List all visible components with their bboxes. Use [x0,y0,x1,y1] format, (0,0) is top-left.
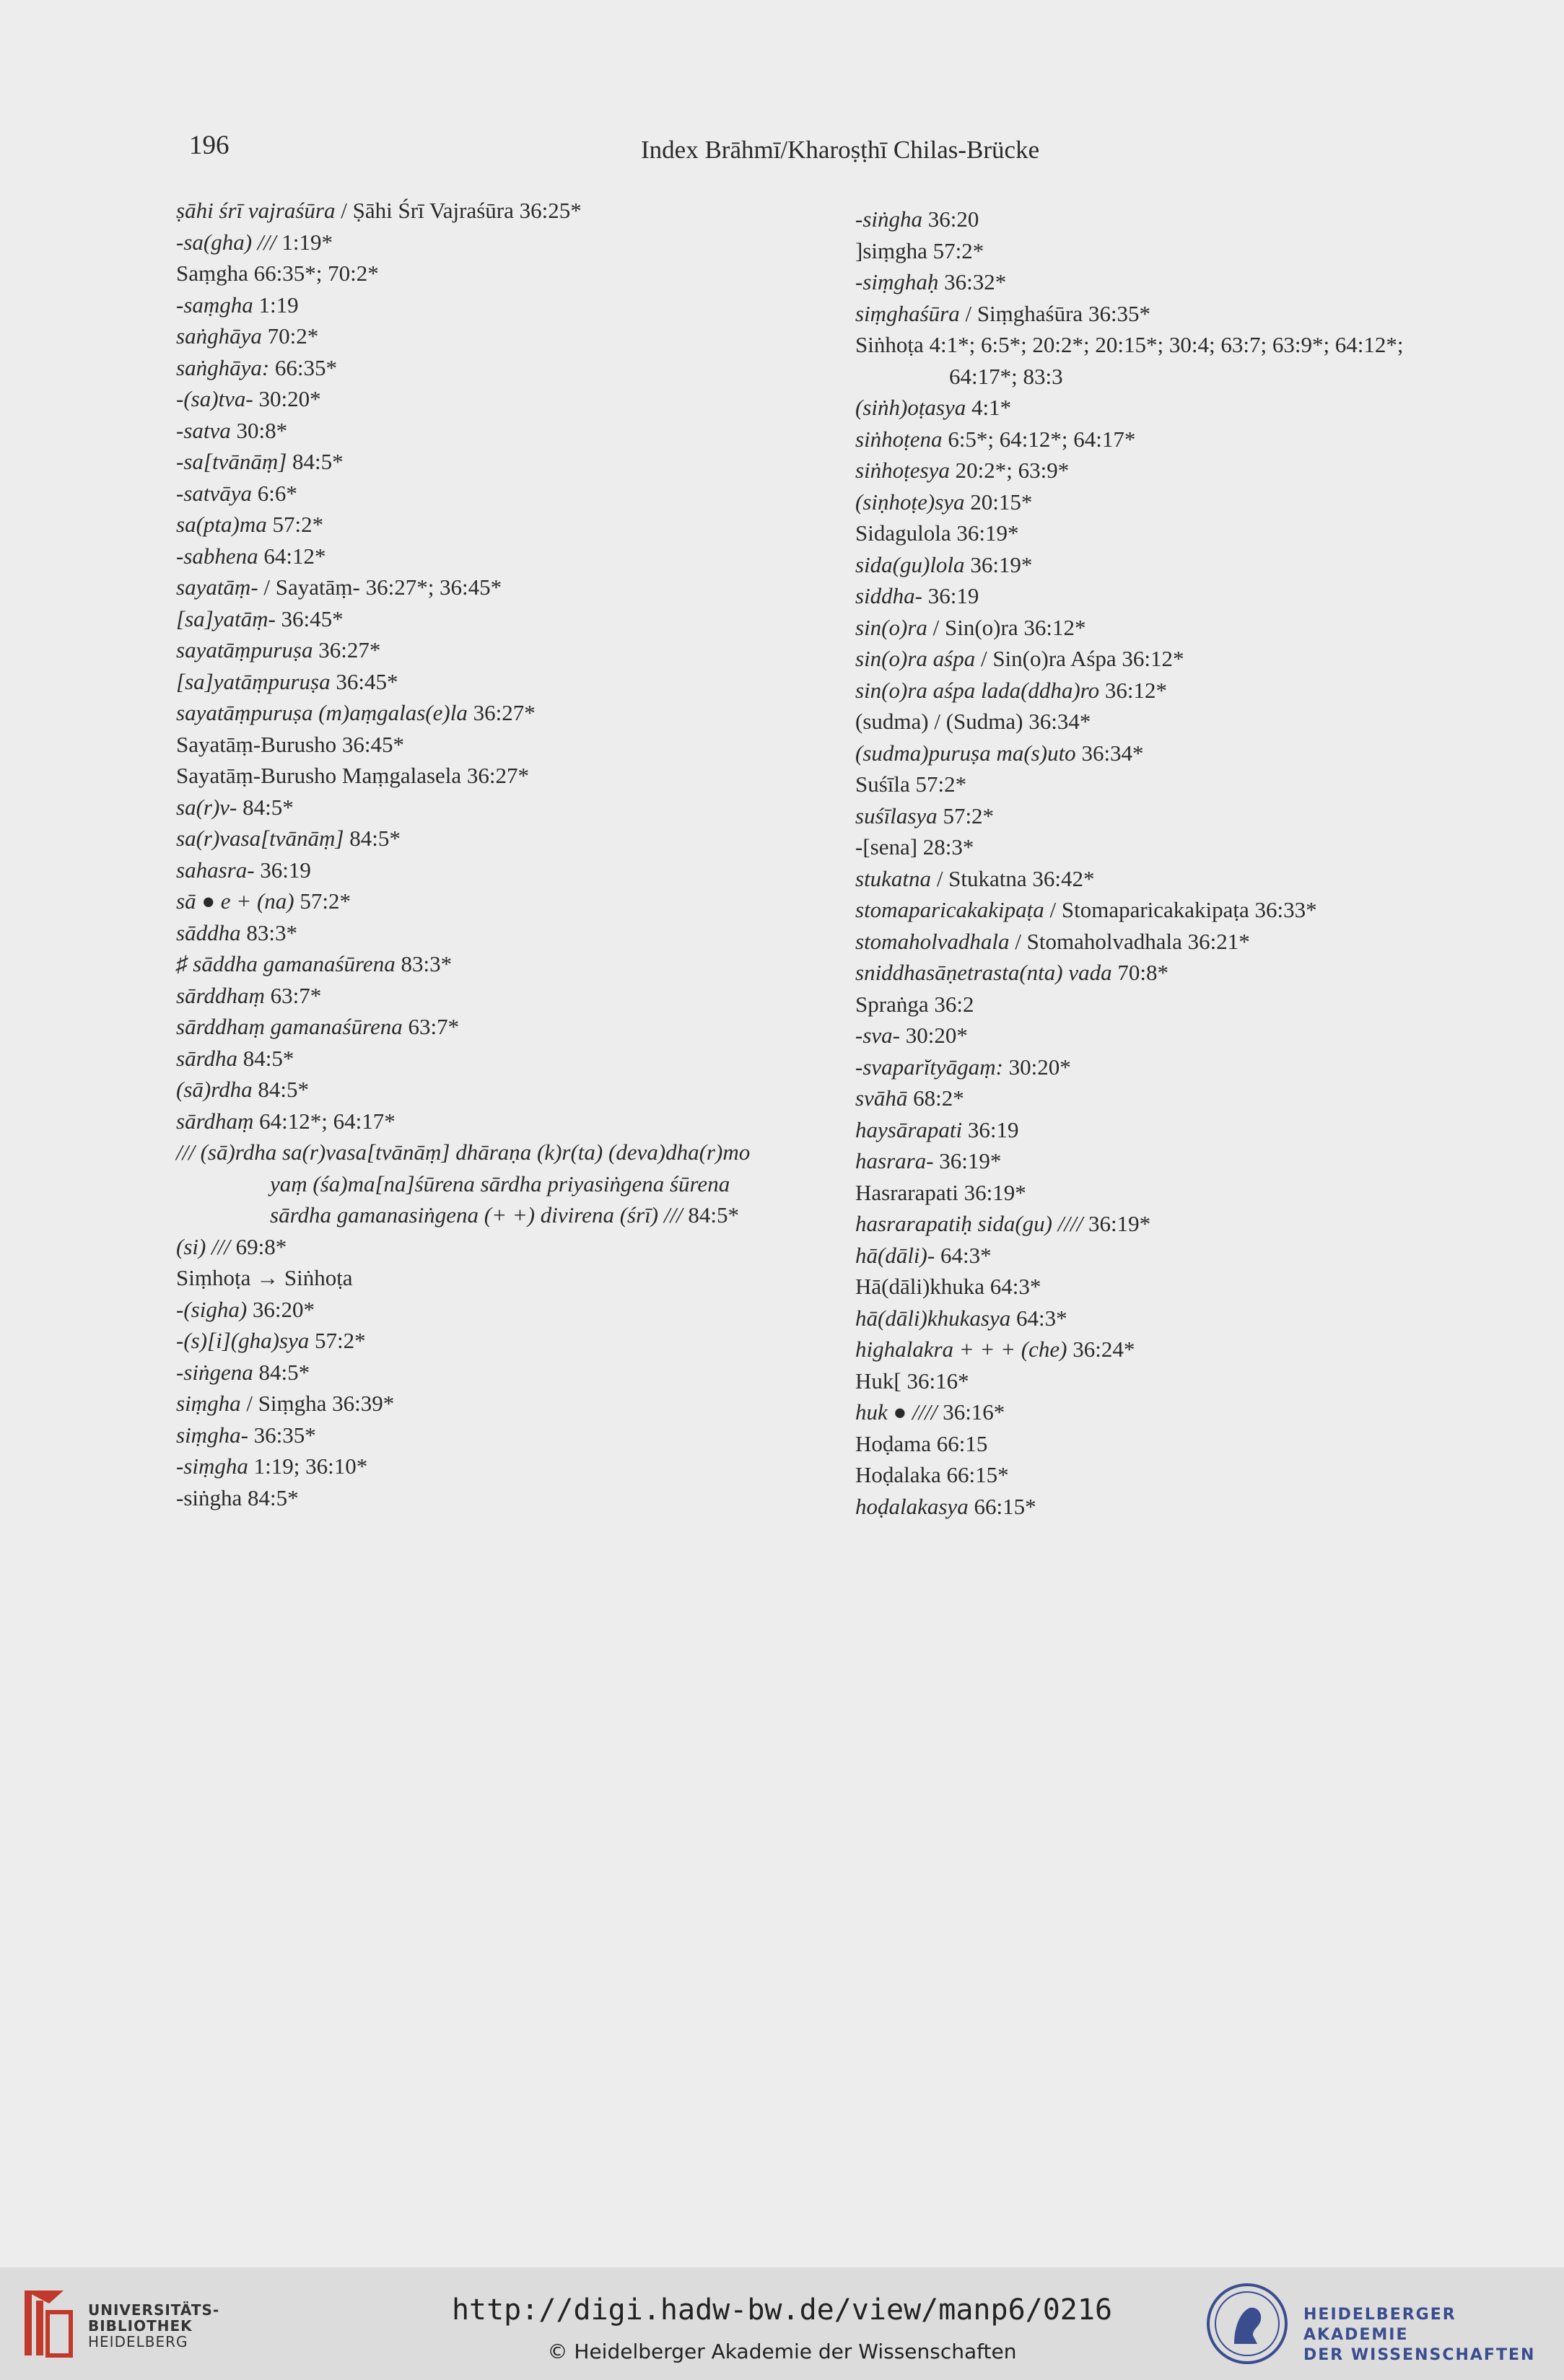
entry-reference: 36:27* [467,700,536,725]
index-entry [855,1365,1505,1397]
index-entry [176,352,797,384]
index-entry [176,885,797,917]
entry-reference: Sidagulola 36:19* [855,520,1019,546]
copyright-notice: © Heidelberger Akademie der Wissenschaften [547,2340,1017,2363]
index-entry [176,227,797,258]
entry-term: haysārapati [855,1116,963,1142]
entry-reference: 36:20* [247,1296,315,1322]
entry-term: sārdha [176,1045,237,1071]
index-entry [855,1020,1505,1051]
index-entry [176,1482,797,1514]
entry-term: suśīlasya [855,802,938,828]
entry-reference: 57:2* [309,1328,366,1353]
index-entry [855,769,1505,800]
entry-reference: Hasrarapati 36:19* [855,1179,1026,1205]
index-entry [855,1396,1505,1428]
entry-reference: 1:19; 36:10* [248,1453,368,1479]
index-entry [176,415,797,447]
entry-term: sniddhasāṇetrasta(nta) vada [855,960,1112,985]
entry-term: hā(dāli)- [855,1242,935,1268]
index-entry [176,666,797,698]
index-entry [855,612,1505,644]
index-entry [855,204,1505,235]
index-entry [855,800,1505,832]
entry-reference: 36:45* [330,668,398,694]
index-entry [855,643,1505,675]
index-entry [855,1240,1505,1272]
entry-term: sida(gu)lola [855,551,965,577]
entry-term: sa(r)vasa[tvānāṃ] [176,826,344,851]
entry-reference: 64:3* [1010,1305,1067,1331]
entry-reference: 63:7* [402,1014,460,1039]
index-entry [176,289,797,321]
index-entry [176,1451,797,1482]
entry-term: sin(o)ra aśpa [855,646,976,671]
entry-reference: 64:12*; 64:17* [253,1108,396,1134]
entry-term: -sabhena [176,543,258,569]
entry-reference: -siṅgha 84:5* [176,1484,299,1510]
entry-term: highalakra + + + (che) [855,1336,1067,1362]
index-entry [176,1262,797,1294]
entry-reference: 36:24* [1067,1336,1135,1362]
entry-reference: Huk[ 36:16* [855,1368,969,1394]
index-entry [176,1388,797,1419]
entry-term: -sa(gha) /// [176,229,276,255]
index-entry [855,989,1505,1020]
index-column-left [176,195,797,1513]
university-library-name: UNIVERSITÄTS- BIBLIOTHEK HEIDELBERG [88,2301,220,2350]
index-entry [176,1106,797,1137]
entry-term: siṅhoṭesya [855,458,950,483]
entry-reference: 36:34* [1075,740,1144,766]
index-entry [855,926,1505,958]
entry-reference: 36:35* [248,1422,316,1448]
entry-term: stomaholvadhala [855,928,1010,954]
entry-reference: 36:19 [922,583,979,608]
entry-term: stukatna [855,865,932,891]
index-entry [176,572,797,603]
entry-term: /// (sā)rdha sa(r)vasa[tvānāṃ] dhāraṇa (k)r(ta) (deva)dha(r)mo [176,1139,751,1165]
entry-reference: 6:6* [252,480,297,506]
index-entry [855,863,1505,895]
entry-reference: / Siṃghaśūra 36:35* [959,300,1151,326]
index-entry [855,1114,1505,1146]
index-entry [176,1231,797,1263]
entry-reference: 84:5* [253,1359,310,1385]
entry-reference: 64:3* [935,1242,992,1268]
index-entry [855,517,1505,549]
index-entry [855,392,1505,424]
academy-name: HEIDELBERGER AKADEMIE DER WISSENSCHAFTEN [1303,2306,1536,2364]
entry-reference: Suśīla 57:2* [855,771,967,797]
entry-term: hoḍalakasya [855,1493,969,1519]
entry-term: saṅghāya: [176,354,270,380]
index-entry [176,948,797,980]
entry-term: siṅhoṭena [855,426,943,452]
index-entry [855,1428,1505,1460]
index-entry [855,298,1505,330]
entry-term: sāddha [176,919,241,945]
index-entry [176,1137,797,1168]
entry-term: sayatāṃ- [176,574,258,600]
index-entry [855,424,1505,455]
index-entry [176,1325,797,1357]
index-entry [176,1357,797,1388]
entry-reference: / Ṣāhi Śrī Vajraśūra 36:25* [335,198,582,223]
entry-reference: 36:16* [937,1399,1005,1425]
entry-term: [sa]yatāṃ- [176,605,276,631]
entry-reference: 30:20* [1002,1054,1071,1080]
entry-reference: 84:5* [344,826,401,851]
index-entry [176,1168,797,1200]
index-entry [855,235,1505,267]
entry-reference: 84:5* [237,794,294,820]
entry-reference: 66:35* [269,354,338,380]
entry-term: (sā)rdha [176,1077,253,1102]
index-entry [176,478,797,509]
entry-reference: 20:2*; 63:9* [949,458,1070,483]
index-entry [176,980,797,1012]
entry-term: ♯ sāddha gamanaśūrena [176,951,396,976]
entry-reference: 30:20* [253,386,321,411]
entry-reference: 84:5* [682,1202,740,1228]
entry-reference: 36:19* [1083,1211,1151,1236]
entry-term: siddha- [855,583,922,608]
entry-reference: 1:19 [253,292,299,318]
index-entry [855,738,1505,769]
index-entry [176,195,797,227]
index-entry [855,957,1505,989]
entry-reference: 70:8* [1111,960,1168,985]
index-entry [855,1051,1505,1083]
entry-reference: 66:15* [968,1493,1036,1519]
entry-reference: Hoḍama 66:15 [855,1430,988,1456]
index-entry [855,1491,1505,1523]
index-entry [176,823,797,854]
index-entry [855,1208,1505,1240]
index-entry [855,831,1505,863]
entry-reference: 36:19 [254,857,311,883]
entry-term: -satvāya [176,480,253,506]
entry-reference: 6:5*; 64:12*; 64:17* [942,426,1136,452]
index-entry [855,894,1505,926]
entry-term: (siṅh)oṭasya [855,395,966,420]
entry-reference: 68:2* [907,1085,964,1111]
entry-term: sa(r)v- [176,794,237,820]
entry-term: -svaparĭtyāgaṃ: [855,1054,1003,1080]
index-entry [176,603,797,635]
entry-reference: Sayatāṃ-Burusho Maṃgalasela 36:27* [176,763,530,788]
index-entry [176,1011,797,1043]
entry-term: -siṃgha [176,1453,248,1479]
entry-reference: Siṃhoṭa → Siṅhoṭa [176,1265,353,1290]
index-entry [176,1043,797,1075]
entry-reference: 36:45* [275,605,344,631]
index-entry [176,792,797,823]
index-entry [176,509,797,541]
entry-term: huk ● //// [855,1399,938,1425]
index-entry [176,1074,797,1106]
permalink-url[interactable]: http://digi.hadw-bw.de/view/manp6/0216 [451,2293,1113,2327]
entry-term: sayatāṃpuruṣa (m)aṃgalas(e)la [176,700,468,725]
entry-term: -satva [176,417,231,443]
index-entry [855,675,1505,706]
index-entry [176,1294,797,1326]
entry-term: -siṅgha [855,206,922,232]
entry-reference: 57:2* [937,802,995,828]
entry-reference: 36:20 [922,206,979,232]
index-entry [176,917,797,949]
entry-reference: 64:12* [258,543,326,569]
entry-term: hasrara- [855,1148,934,1173]
entry-term: hā(dāli)khukasya [855,1305,1011,1331]
entry-reference: / Siṃgha 36:39* [240,1391,395,1416]
entry-term: ṣāhi śrī vajraśūra [176,198,336,223]
index-entry [176,258,797,289]
entry-reference: 36:27* [313,637,381,662]
entry-reference: Sayatāṃ-Burusho 36:45* [176,731,404,757]
entry-reference: / Stomaparicakakipaṭa 36:33* [1044,897,1317,922]
running-head: Index Brāhmī/Kharoṣṭhī Chilas-Brücke [641,136,1040,164]
entry-term: sārddhaṃ gamanaśūrena [176,1014,403,1039]
entry-term: sārdhaṃ [176,1108,254,1134]
entry-reference: 57:2* [266,512,324,537]
entry-reference: 69:8* [230,1233,287,1259]
index-entry [176,697,797,729]
entry-reference: 36:32* [938,269,1007,294]
entry-term: siṃgha [176,1391,241,1416]
index-entry [855,1303,1505,1334]
entry-term: sin(o)ra aśpa lada(ddha)ro [855,677,1100,703]
entry-term: -siṅgena [176,1359,253,1385]
entry-reference: 36:19 [962,1116,1019,1142]
entry-term: -saṃgha [176,292,253,318]
index-entry [176,383,797,415]
index-entry [855,486,1505,518]
entry-term: (sudma)puruṣa ma(s)uto [855,740,1076,766]
entry-term: sin(o)ra [855,614,927,640]
index-entry [176,446,797,478]
entry-reference: / Sayatāṃ- 36:27*; 36:45* [258,574,502,600]
entry-term: -(s)[i](gha)sya [176,1328,310,1353]
entry-term: saṅghāya [176,323,262,349]
entry-reference: 36:19* [933,1148,1002,1173]
entry-reference: -[sena] 28:3* [855,834,974,859]
entry-term: siṃghaśūra [855,300,960,326]
entry-reference: ]siṃgha 57:2* [855,237,984,263]
entry-reference: Hā(dāli)khuka 64:3* [855,1274,1041,1299]
entry-term: hasrarapatiḥ sida(gu) //// [855,1211,1083,1236]
entry-reference: 83:3* [395,951,453,976]
entry-reference: 64:17*; 83:3 [949,363,1063,389]
entry-term: stomaparicakakipaṭa [855,897,1044,922]
entry-term: sahasra- [176,857,255,883]
entry-term: sayatāṃpuruṣa [176,637,313,662]
entry-reference: 36:19* [964,551,1033,577]
entry-reference: Siṅhoṭa 4:1*; 6:5*; 20:2*; 20:15*; 30:4; 63:7; 63:9*; 64:12*; [855,332,1404,357]
entry-term: -sa[tvānāṃ] [176,449,287,474]
entry-reference: 57:2* [294,888,351,914]
entry-reference: 84:5* [287,449,344,474]
entry-term: [sa]yatāṃpuruṣa [176,668,331,694]
entry-term: sā ● e + (na) [176,888,294,914]
index-entry [855,329,1505,361]
entry-reference: 1:19* [276,229,333,255]
index-entry [176,760,797,792]
index-entry [855,1334,1505,1365]
entry-term: (siṇhoṭe)sya [855,489,965,515]
index-entry [855,706,1505,738]
entry-reference: / Sin(o)ra 36:12* [927,614,1086,640]
entry-reference: 20:15* [964,489,1033,515]
entry-term: -(sa)tva- [176,386,253,411]
entry-term: -sva- [855,1023,900,1048]
entry-reference: 30:8* [230,417,288,443]
index-entry [855,266,1505,298]
entry-term: sa(pta)ma [176,512,267,537]
entry-reference: 30:20* [899,1023,968,1048]
index-entry [176,634,797,666]
index-entry [176,1419,797,1451]
index-entry [855,1271,1505,1303]
index-entry [176,320,797,352]
entry-term: -(sigha) [176,1296,248,1322]
entry-term: -siṃghaḥ [855,269,939,294]
entry-reference: 84:5* [252,1077,309,1102]
entry-term: siṃgha- [176,1422,248,1448]
index-entry [176,729,797,761]
index-entry [176,541,797,572]
entry-reference: / Sin(o)ra Aśpa 36:12* [975,646,1184,671]
entry-reference: 84:5* [237,1045,294,1071]
entry-reference: / Stomaholvadhala 36:21* [1009,928,1250,954]
entry-reference: Spraṅga 36:2 [855,991,974,1017]
index-entry [855,1177,1505,1209]
index-entry [855,580,1505,612]
index-entry [855,1145,1505,1177]
entry-reference: Hoḍalaka 66:15* [855,1462,1009,1487]
viewer-footer [0,2267,1564,2380]
entry-term: sārdha gamanasiṅgena (+ +) divirena (śrī) /// [270,1202,683,1228]
entry-reference: 36:12* [1099,677,1167,703]
entry-reference: 70:2* [261,323,319,349]
index-entry [855,361,1505,393]
entry-reference: / Stukatna 36:42* [931,865,1095,891]
index-entry [855,549,1505,581]
entry-reference: 4:1* [966,395,1012,420]
entry-reference: (sudma) / (Sudma) 36:34* [855,709,1091,734]
entry-reference: 83:3* [240,919,297,945]
index-entry [855,1082,1505,1114]
page-number: 196 [189,131,230,160]
entry-term: sārddhaṃ [176,982,265,1008]
index-entry [176,1199,797,1231]
index-entry [855,455,1505,486]
entry-reference: Saṃgha 66:35*; 70:2* [176,261,379,286]
academy-seal-icon [1205,2282,1289,2366]
entry-term: svāhā [855,1085,908,1111]
page-header [0,123,1564,166]
index-entry [855,1459,1505,1491]
entry-term: yaṃ (śa)ma[na]śūrena sārdha priyasiṅgena śūrena [270,1171,730,1196]
entry-reference: 63:7* [264,982,322,1008]
index-column-right [855,204,1505,1522]
index-entry [176,854,797,886]
entry-term: (si) /// [176,1233,230,1259]
